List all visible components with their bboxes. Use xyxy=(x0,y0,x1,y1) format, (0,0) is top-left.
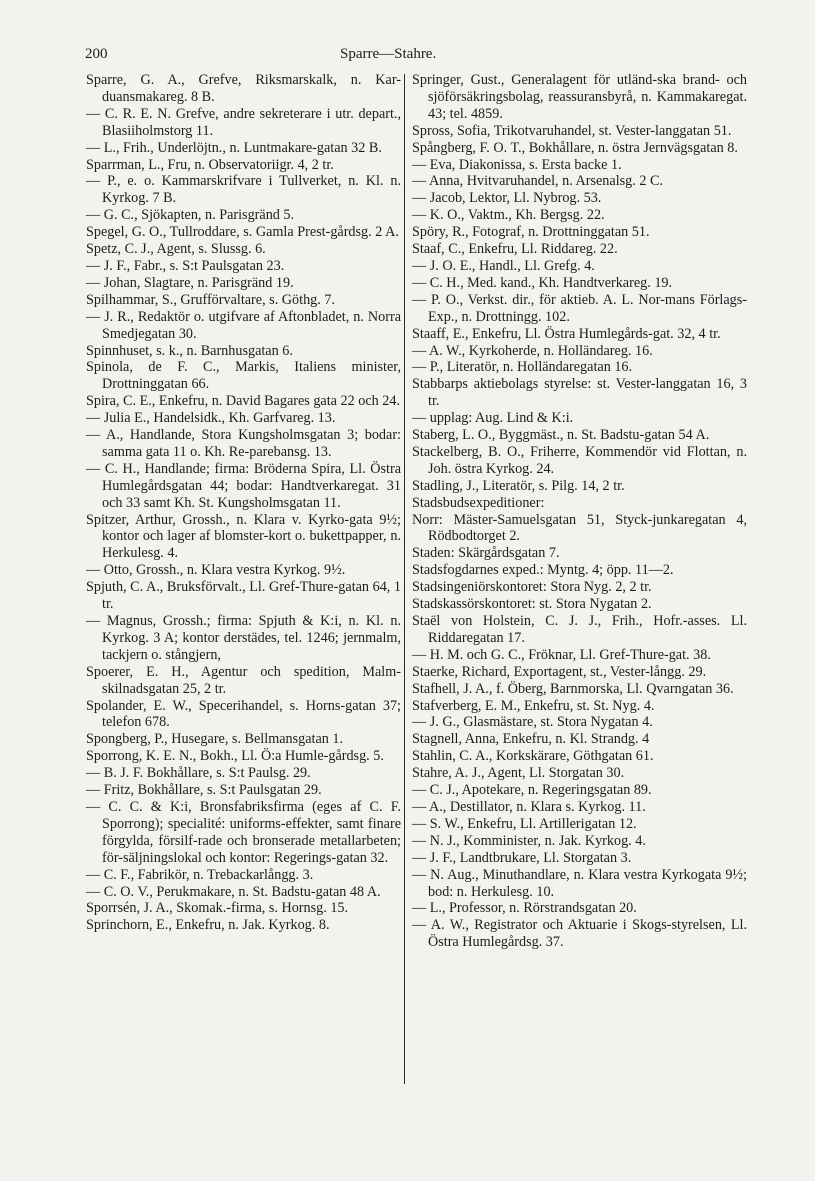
directory-entry: — C. J., Apotekare, n. Regeringsgatan 89. xyxy=(412,782,652,799)
directory-entry: — H. M. och G. C., Fröknar, Ll. Gref-Thure-gat. 38. xyxy=(412,646,711,663)
directory-entry: — N. J., Komminister, n. Jak. Kyrkog. 4. xyxy=(412,832,646,849)
directory-entry: — P., e. o. Kammarskrifvare i Tullverket, n. Kl. n. Kyrkog. 7 B. xyxy=(86,173,401,207)
page-header xyxy=(85,46,745,68)
directory-entry: Springer, Gust., Generalagent för utländ-ska brand- och sjöförsäkringsbolag, reassuransbyrå, n. Kammakaregat. 43; tel. 4859. xyxy=(412,72,747,122)
directory-entry: Staerke, Richard, Exportagent, st., Vester-långg. 29. xyxy=(412,663,707,680)
directory-entry: — Julia E., Handelsidk., Kh. Garfvareg. 13. xyxy=(86,410,336,427)
directory-entry: — Anna, Hvitvaruhandel, n. Arsenalsg. 2 C. xyxy=(412,173,664,190)
running-title: Sparre—Stahre. xyxy=(340,46,437,62)
directory-entry: — A., Handlande, Stora Kungsholmsgatan 3; bodar: samma gata 11 o. Kh. Re-parebansg. 13. xyxy=(86,427,401,460)
directory-entry: Stahre, A. J., Agent, Ll. Storgatan 30. xyxy=(412,765,625,782)
directory-entry: Stadskassörskontoret: st. Stora Nygatan 2. xyxy=(412,596,652,613)
directory-entry: Spöry, R., Fotograf, n. Drottninggatan 51. xyxy=(412,224,650,241)
directory-entry: Norr: Mäster-Samuelsgatan 51, Styck-junkaregatan 4, Rödbodtorget 2. xyxy=(412,511,747,545)
directory-entry: Spinola, de F. C., Markis, Italiens minister, Drottninggatan 66. xyxy=(86,359,401,393)
directory-entry: — Magnus, Grossh.; firma: Spjuth & K:i, n. Kl. n. Kyrkog. 3 A; kontor derstädes, tel. 1246; jernmalm, tackjern o. stångjern, xyxy=(86,613,401,663)
directory-entry: — C. C. & K:i, Bronsfabriksfirma (eges af C. F. Sporrong); specialité: uniforms-effekter, samt finare förgylda, försilf-rade och bronserade metallarbeten; för-säljningslokal och kontor: Regerings-gatan 32. xyxy=(86,798,401,866)
directory-entry: Stadsingeniörskontoret: Stora Nyg. 2, 2 tr. xyxy=(412,579,652,596)
directory-entry: Spira, C. E., Enkefru, n. David Bagares gata 22 och 24. xyxy=(86,393,401,410)
directory-entry: — A. W., Kyrkoherde, n. Holländareg. 16. xyxy=(412,342,653,359)
directory-entry: Stahlin, C. A., Korkskärare, Göthgatan 61. xyxy=(412,748,654,765)
directory-entry: Stadsbudsexpeditioner: xyxy=(412,494,545,511)
directory-entry: Sprinchorn, E., Enkefru, n. Jak. Kyrkog. 8. xyxy=(86,917,330,934)
directory-entry: — J. G., Glasmästare, st. Stora Nygatan 4. xyxy=(412,714,653,731)
page-number: 200 xyxy=(85,46,108,62)
left-column xyxy=(86,72,401,934)
directory-entry: Stafhell, J. A., f. Öberg, Barnmorska, Ll. Qvarngatan 36. xyxy=(412,680,734,697)
directory-entry: — C. H., Med. kand., Kh. Handtverkareg. 19. xyxy=(412,274,673,291)
directory-entry: — A., Destillator, n. Klara s. Kyrkog. 11. xyxy=(412,798,646,815)
directory-entry: — C. O. V., Perukmakare, n. St. Badstu-gatan 48 A. xyxy=(86,883,381,900)
directory-entry: Spoerer, E. H., Agentur och spedition, Malm-skilnadsgatan 25, 2 tr. xyxy=(86,663,401,697)
directory-entry: Sparre, G. A., Grefve, Riksmarskalk, n. Kar-duansmakareg. 8 B. xyxy=(86,72,401,105)
directory-entry: — C. H., Handlande; firma: Bröderna Spira, Ll. Östra Humlegårdsgatan 44; bodar: Handtverkaregat. 31 och 33 samt Kh. St. Kungsholmsgatan 11. xyxy=(86,460,401,511)
directory-entry: Spegel, G. O., Tullroddare, s. Gamla Prest-gårdsg. 2 A. xyxy=(86,224,399,241)
directory-entry: Staberg, L. O., Byggmäst., n. St. Badstu-gatan 54 A. xyxy=(412,427,710,444)
directory-entry: Stabbarps aktiebolags styrelse: st. Vester-langgatan 16, 3 tr. xyxy=(412,376,747,410)
directory-entry: Sporrong, K. E. N., Bokh., Ll. Ö:a Humle-gårdsg. 5. xyxy=(86,748,384,765)
directory-entry: Stagnell, Anna, Enkefru, n. Kl. Strandg. 4 xyxy=(412,731,650,748)
directory-entry: Stafverberg, E. M., Enkefru, st. St. Nyg. 4. xyxy=(412,697,655,714)
directory-entry: Spross, Sofia, Trikotvaruhandel, st. Vester-langgatan 51. xyxy=(412,122,732,139)
directory-entry: Spetz, C. J., Agent, s. Slussg. 6. xyxy=(86,241,266,258)
directory-entry: — N. Aug., Minuthandlare, n. Klara vestra Kyrkogata 9½; bod: n. Herkulesg. 10. xyxy=(412,866,747,900)
directory-entry: Staden: Skärgårdsgatan 7. xyxy=(412,545,560,562)
directory-entry: — C. F., Fabrikör, n. Trebackarlångg. 3. xyxy=(86,866,314,883)
directory-entry: — J. F., Fabr., s. S:t Paulsgatan 23. xyxy=(86,257,285,274)
directory-entry: — S. W., Enkefru, Ll. Artillerigatan 12. xyxy=(412,815,637,832)
column-divider xyxy=(404,74,405,1084)
directory-entry: — C. R. E. N. Grefve, andre sekreterare i utr. depart., Blasiiholmstorg 11. xyxy=(86,105,401,139)
directory-entry: Stadling, J., Literatör, s. Pilg. 14, 2 tr. xyxy=(412,477,625,494)
directory-entry: Spjuth, C. A., Bruksförvalt., Ll. Gref-Thure-gatan 64, 1 tr. xyxy=(86,579,401,613)
directory-entry: — J. O. E., Handl., Ll. Grefg. 4. xyxy=(412,257,595,274)
directory-entry: — upplag: Aug. Lind & K:i. xyxy=(412,410,574,427)
directory-entry: — Fritz, Bokhållare, s. S:t Paulsgatan 29. xyxy=(86,782,322,799)
directory-entry: Sporrsén, J. A., Skomak.-firma, s. Hornsg. 15. xyxy=(86,900,349,917)
directory-entry: — J. F., Landtbrukare, Ll. Storgatan 3. xyxy=(412,849,632,866)
directory-entry: — P. O., Verkst. dir., för aktieb. A. L. Nor-mans Förlags-Exp., n. Drottningg. 102. xyxy=(412,291,747,325)
directory-entry: Spongberg, P., Husegare, s. Bellmansgatan 1. xyxy=(86,731,344,748)
directory-entry: — K. O., Vaktm., Kh. Bergsg. 22. xyxy=(412,207,605,224)
directory-entry: Spångberg, F. O. T., Bokhållare, n. östra Jernvägsgatan 8. xyxy=(412,139,738,156)
directory-entry: Staël von Holstein, C. J. J., Frih., Hofr.-asses. Ll. Riddaregatan 17. xyxy=(412,613,747,646)
directory-entry: Spinnhuset, s. k., n. Barnhusgatan 6. xyxy=(86,342,293,359)
right-column xyxy=(412,72,747,951)
directory-entry: Spitzer, Arthur, Grossh., n. Klara v. Kyrko-gata 9½; kontor och lager af blomster-kort o. bukettpapper, n. Herkulesg. 4. xyxy=(86,511,401,562)
directory-entry: Sparrman, L., Fru, n. Observatoriigr. 4, 2 tr. xyxy=(86,156,334,173)
directory-entry: — G. C., Sjökapten, n. Parisgränd 5. xyxy=(86,207,295,224)
directory-entry: — Jacob, Lektor, Ll. Nybrog. 53. xyxy=(412,190,602,207)
directory-entry: Staaf, C., Enkefru, Ll. Riddareg. 22. xyxy=(412,241,618,258)
directory-entry: — J. R., Redaktör o. utgifvare af Aftonbladet, n. Norra Smedjegatan 30. xyxy=(86,308,401,342)
directory-entry: Stadsfogdarnes exped.: Myntg. 4; öpp. 11—2. xyxy=(412,562,674,579)
directory-entry: — L., Frih., Underlöjtn., n. Luntmakare-gatan 32 B. xyxy=(86,139,382,156)
directory-entry: Spolander, E. W., Specerihandel, s. Horns-gatan 37; telefon 678. xyxy=(86,697,401,731)
directory-entry: — L., Professor, n. Rörstrandsgatan 20. xyxy=(412,900,637,917)
directory-entry: Spilhammar, S., Grufförvaltare, s. Göthg. 7. xyxy=(86,291,335,308)
directory-entry: Staaff, E., Enkefru, Ll. Östra Humlegårds-gat. 32, 4 tr. xyxy=(412,325,721,342)
directory-entry: — Otto, Grossh., n. Klara vestra Kyrkog. 9½. xyxy=(86,562,346,579)
directory-entry: — A. W., Registrator och Aktuarie i Skogs-styrelsen, Ll. Östra Humlegårdsg. 37. xyxy=(412,917,747,951)
directory-entry: — Eva, Diakonissa, s. Ersta backe 1. xyxy=(412,156,622,173)
directory-entry: Stackelberg, B. O., Friherre, Kommendör vid Flottan, n. Joh. östra Kyrkog. 24. xyxy=(412,443,747,477)
directory-entry: — B. J. F. Bokhållare, s. S:t Paulsg. 29. xyxy=(86,765,311,782)
directory-entry: — Johan, Slagtare, n. Parisgränd 19. xyxy=(86,274,294,291)
directory-entry: — P., Literatör, n. Holländaregatan 16. xyxy=(412,359,633,376)
